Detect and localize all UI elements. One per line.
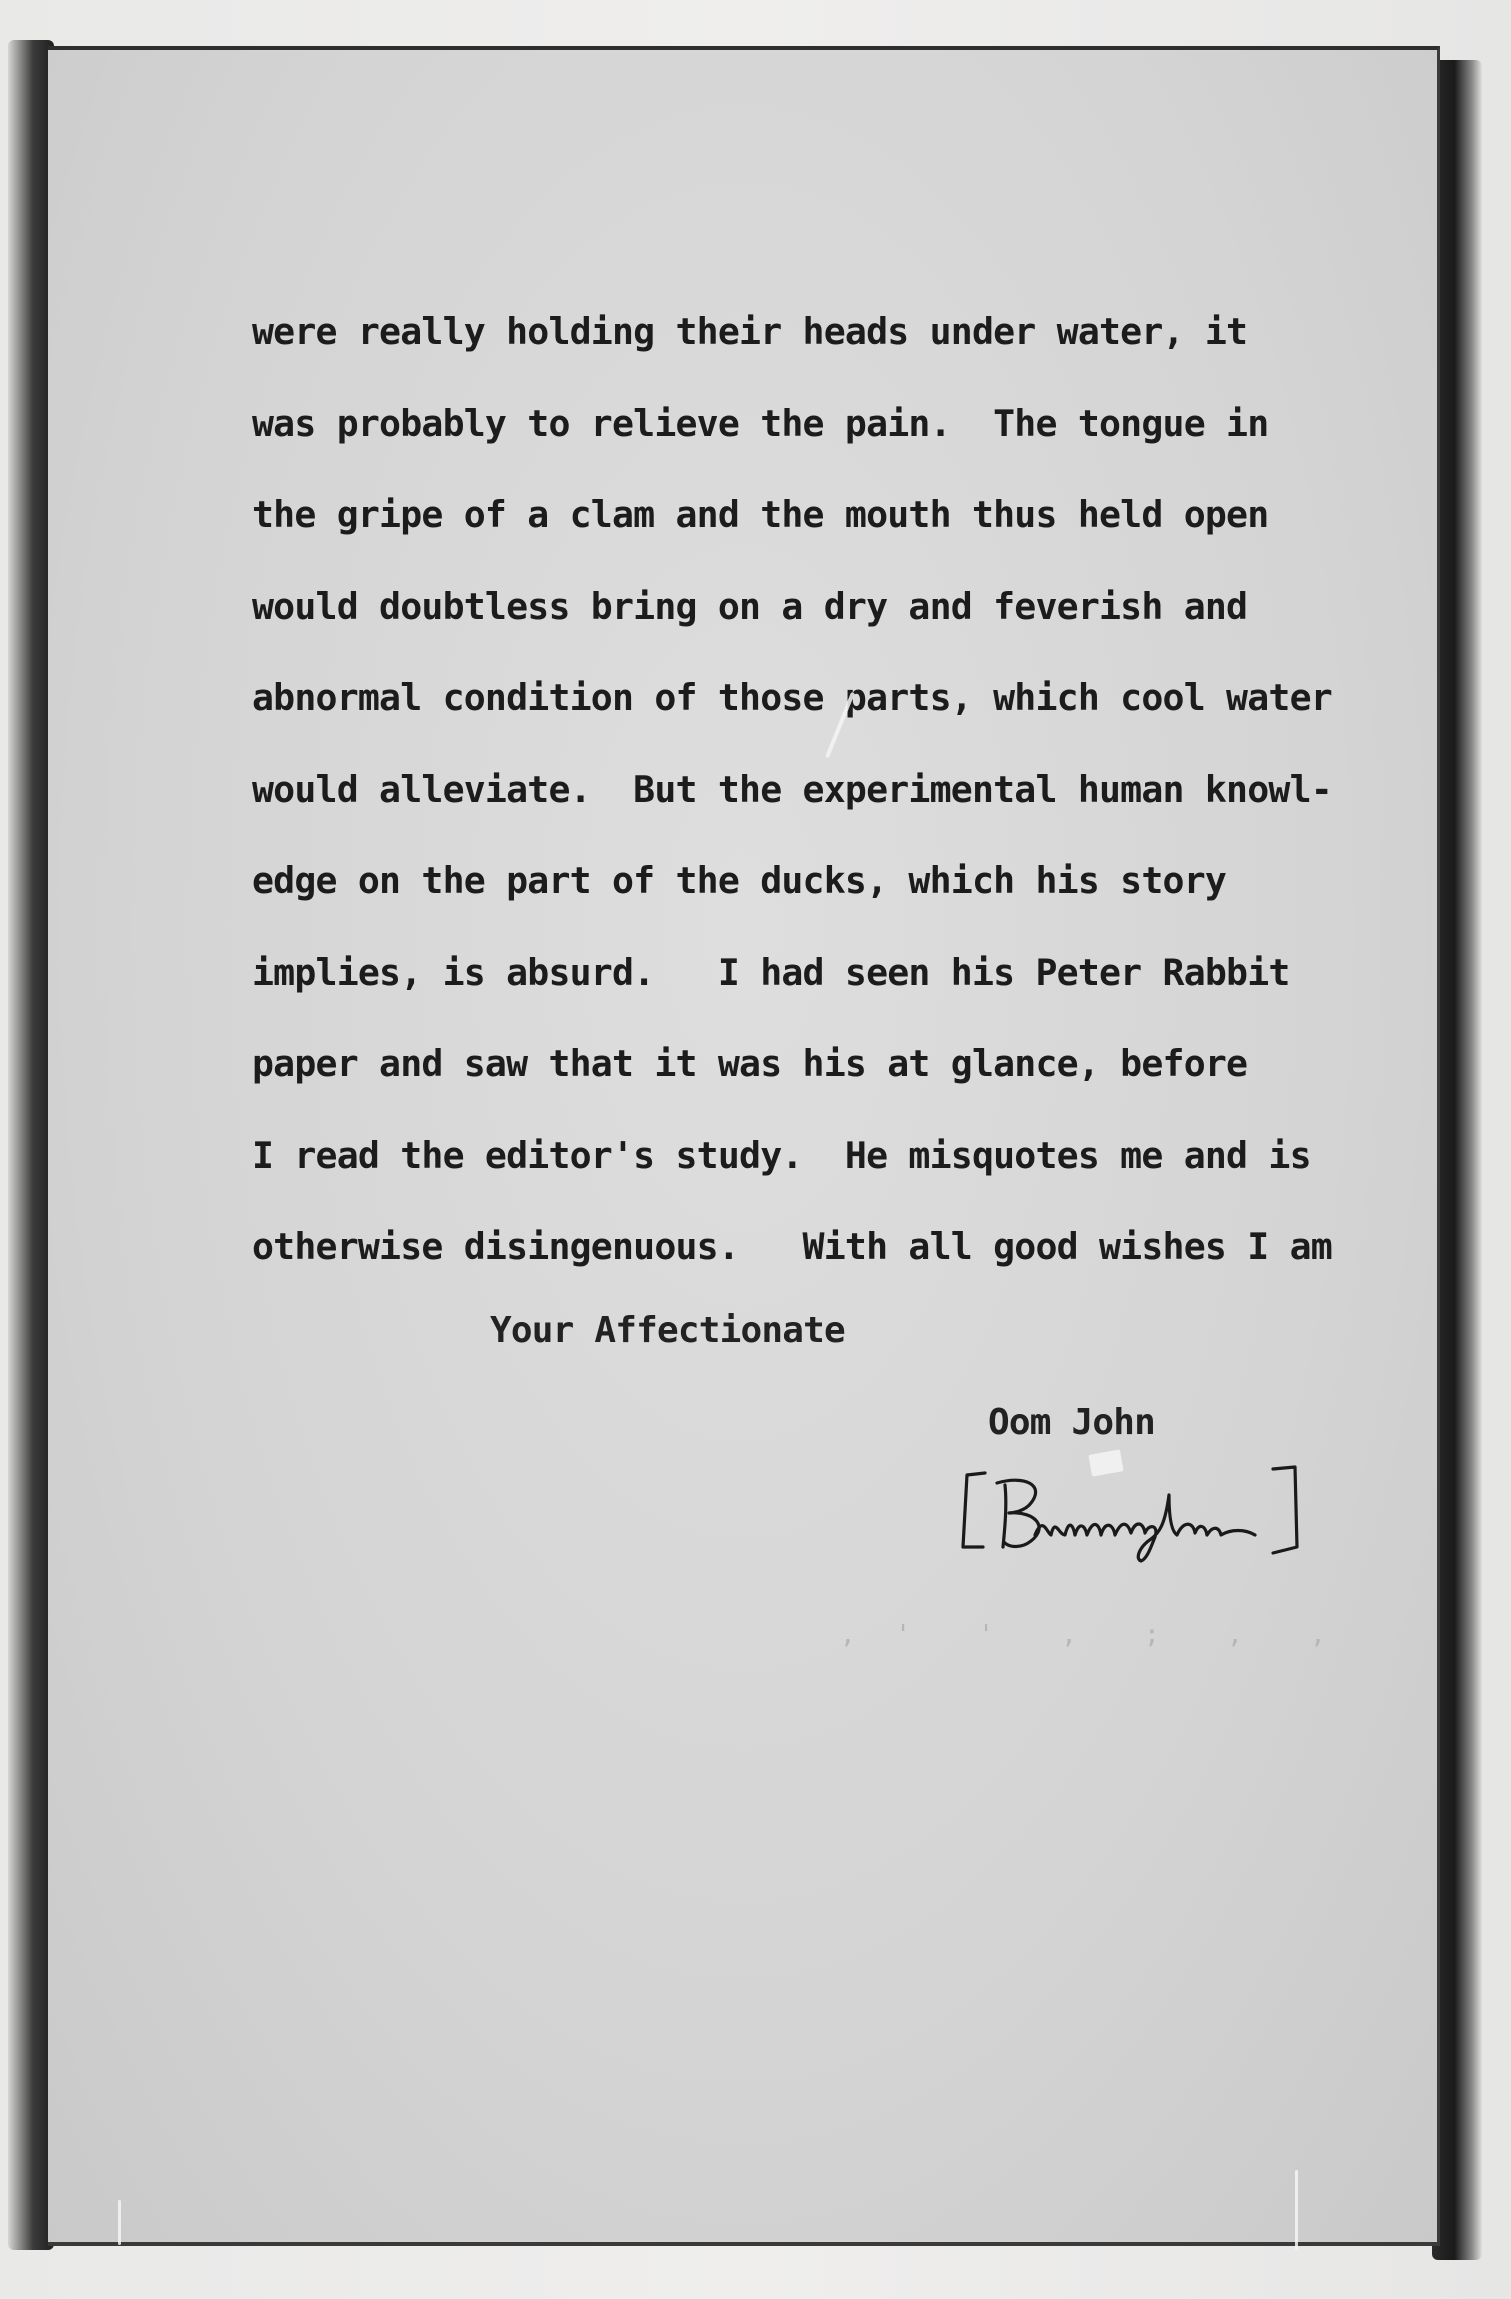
film-scratch-mark xyxy=(118,2200,121,2245)
letter-line: abnormal condition of those parts, which cool water xyxy=(252,676,1332,719)
handwritten-signature xyxy=(955,1455,1335,1565)
letter-signoff: Oom John xyxy=(988,1402,1155,1443)
letter-line: would alleviate. But the experimental human knowl- xyxy=(252,767,1332,811)
letter-closing: Your Affectionate xyxy=(490,1310,845,1351)
letter-line: I read the editor's study. He misquotes me and is xyxy=(252,1133,1311,1177)
letter-line: paper and saw that it was his at glance, before xyxy=(252,1042,1248,1085)
letter-line: was probably to relieve the pain. The tongue in xyxy=(252,401,1269,445)
faint-stray-marks: , ' ' , ; , , xyxy=(840,1620,1338,1650)
letter-line: would doubtless bring on a dry and feverish and xyxy=(252,584,1248,628)
film-scratch-mark xyxy=(1295,2170,1298,2250)
letter-line: edge on the part of the ducks, which his story xyxy=(252,859,1227,902)
letter-line: implies, is absurd. I had seen his Peter Rabbit xyxy=(252,950,1290,994)
letter-line: the gripe of a clam and the mouth thus held open xyxy=(252,493,1269,536)
letter-line: otherwise disingenuous. With all good wishes I am xyxy=(252,1225,1332,1268)
letter-line: were really holding their heads under water, it xyxy=(252,310,1248,353)
letter-body xyxy=(252,302,1382,1309)
